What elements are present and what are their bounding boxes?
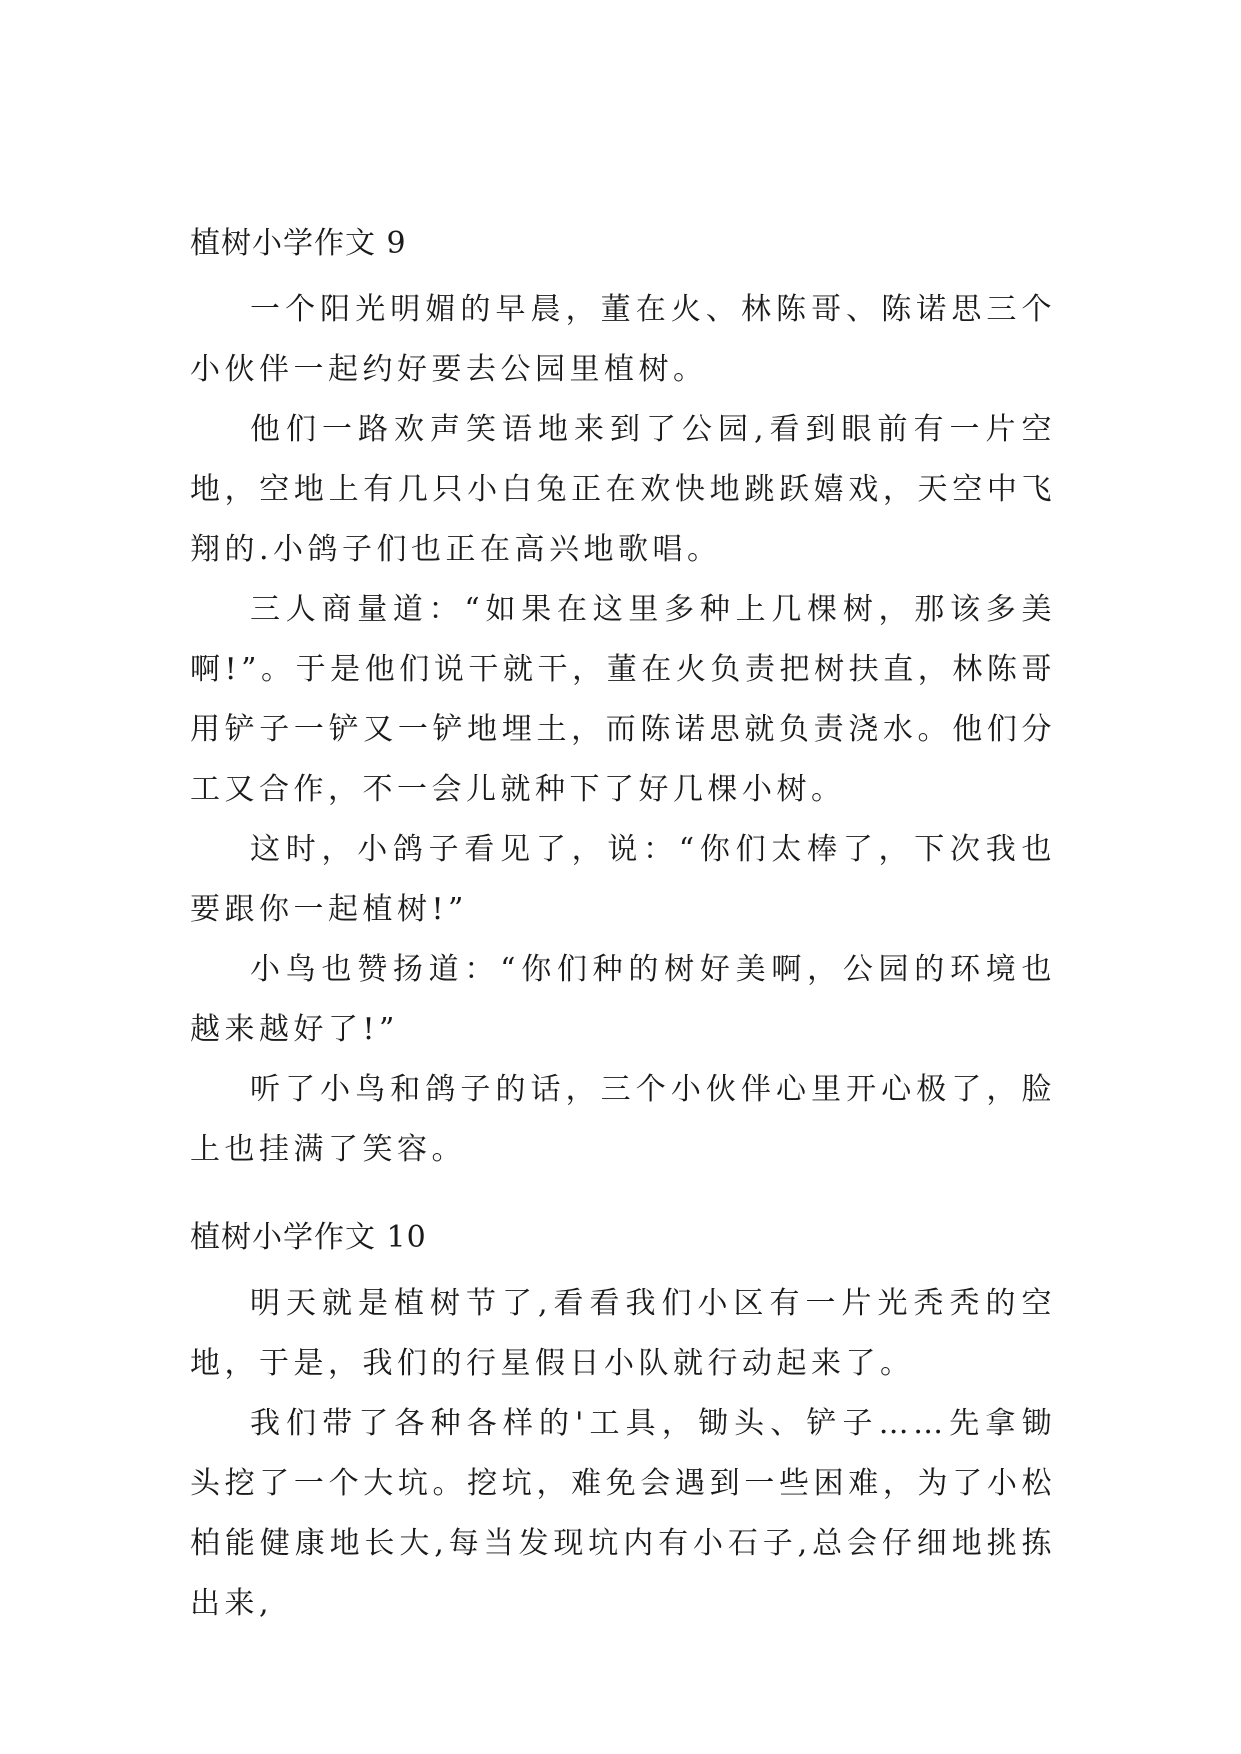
paragraph: 我们带了各种各样的'工具，锄头、铲子……先拿锄头挖了一个大坑。挖坑，难免会遇到一些困难，为了小松柏能健康地长大,每当发现坑内有小石子,总会仔细地挑拣出来, — [190, 1406, 1056, 1621]
paragraph: 听了小鸟和鸽子的话，三个小伙伴心里开心极了，脸上也挂满了笑容。 — [190, 1072, 1056, 1167]
essay-title: 植树小学作文 10 — [190, 1220, 427, 1255]
paragraph: 三人商量道：“如果在这里多种上几棵树，那该多美啊!”。于是他们说干就干，董在火负责把树扶直，林陈哥用铲子一铲又一铲地埋土，而陈诺思就负责浇水。他们分工又合作，不一会儿就种下了好几棵小树。 — [190, 592, 1056, 807]
essay-10 — [190, 1208, 1056, 1634]
paragraph: 明天就是植树节了,看看我们小区有一片光秃秃的空地，于是，我们的行星假日小队就行动起来了。 — [190, 1286, 1056, 1381]
essay-9 — [190, 214, 1056, 1180]
paragraph: 他们一路欢声笑语地来到了公园,看到眼前有一片空地，空地上有几只小白兔正在欢快地跳跃嬉戏，天空中飞翔的.小鸽子们也正在高兴地歌唱。 — [190, 412, 1056, 567]
paragraph: 一个阳光明媚的早晨，董在火、林陈哥、陈诺思三个小伙伴一起约好要去公园里植树。 — [190, 292, 1056, 387]
paragraph: 小鸟也赞扬道：“你们种的树好美啊，公园的环境也越来越好了!” — [190, 952, 1056, 1047]
essay-title: 植树小学作文 9 — [190, 226, 407, 261]
paragraph: 这时，小鸽子看见了，说：“你们太棒了，下次我也要跟你一起植树!” — [190, 832, 1056, 927]
